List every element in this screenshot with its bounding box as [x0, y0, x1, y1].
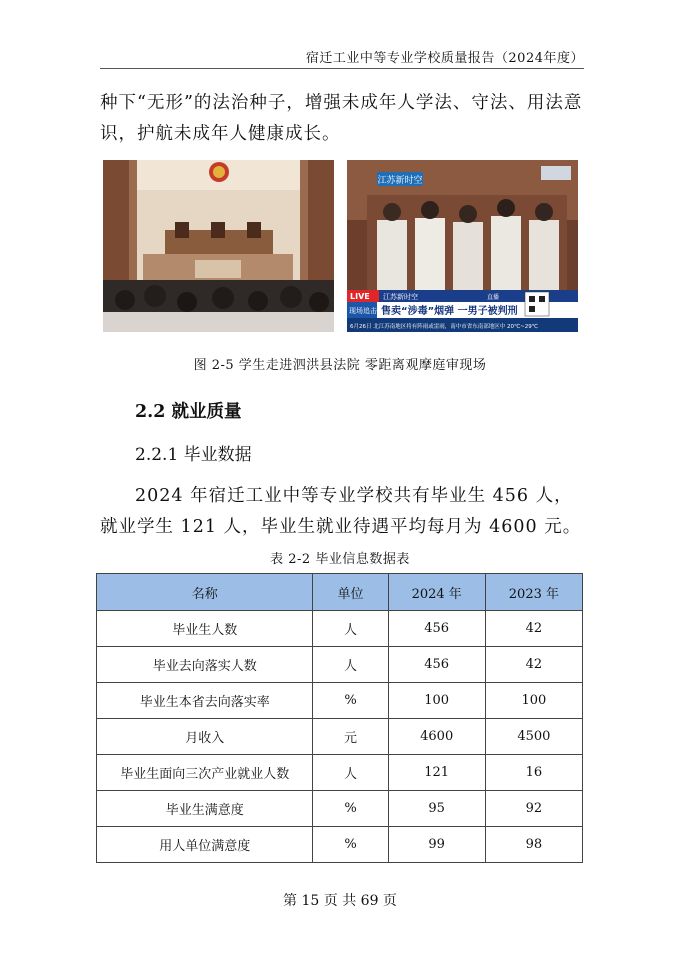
- section-heading: 2.2 就业质量: [135, 402, 242, 422]
- header-2023: 2023 年: [485, 574, 582, 611]
- cell-unit: %: [313, 827, 388, 863]
- table-row: [97, 647, 583, 683]
- figure-photos: [103, 160, 578, 332]
- table-row: [97, 611, 583, 647]
- cell-2023: 4500: [485, 719, 582, 755]
- header-unit: 单位: [313, 574, 388, 611]
- table-title: 表 2-2 毕业信息数据表: [270, 552, 410, 567]
- cell-2023: 16: [485, 755, 582, 791]
- header-divider: [100, 68, 584, 69]
- cell-2024: 456: [388, 647, 485, 683]
- cell-unit: 元: [313, 719, 388, 755]
- cell-name: 毕业生满意度: [97, 791, 313, 827]
- header-name: 名称: [97, 574, 313, 611]
- cell-name: 毕业去向落实人数: [97, 647, 313, 683]
- cell-name: 月收入: [97, 719, 313, 755]
- cell-2023: 92: [485, 791, 582, 827]
- cell-2023: 42: [485, 611, 582, 647]
- employment-paragraph: 2024 年宿迁工业中等专业学校共有毕业生 456 人，就业学生 121 人，毕业生就业待遇平均每月为 4600 元。: [100, 486, 582, 537]
- page-footer: 第 15 页 共 69 页: [283, 893, 397, 909]
- tv-logo-text: 江苏新时空: [377, 176, 423, 186]
- table-row: [97, 755, 583, 791]
- live-label: LIVE: [350, 292, 370, 301]
- figure-caption: 图 2-5 学生走进泗洪县法院 零距离观摩庭审现场: [193, 358, 487, 373]
- table-row: [97, 719, 583, 755]
- cell-2024: 99: [388, 827, 485, 863]
- cell-unit: 人: [313, 647, 388, 683]
- cell-unit: %: [313, 791, 388, 827]
- table-row: [97, 683, 583, 719]
- cell-unit: 人: [313, 755, 388, 791]
- corner-tag: 直播: [487, 294, 500, 301]
- cell-2024: 456: [388, 611, 485, 647]
- cell-2023: 42: [485, 647, 582, 683]
- cell-unit: %: [313, 683, 388, 719]
- running-header: 宿迁工业中等专业学校质量报告（2024年度）: [305, 51, 584, 66]
- header-2024: 2024 年: [388, 574, 485, 611]
- cell-2024: 95: [388, 791, 485, 827]
- cell-2023: 100: [485, 683, 582, 719]
- news-headline: 售卖“涉毒”烟弹 一男子被判刑: [381, 306, 518, 317]
- subsection-heading: 2.2.1 毕业数据: [135, 445, 252, 465]
- tv-broadcast-photo: [347, 160, 578, 332]
- live-sub-label: 江苏新时空: [383, 293, 418, 301]
- courtroom-photo: [103, 160, 334, 332]
- cell-name: 毕业生人数: [97, 611, 313, 647]
- cell-2024: 121: [388, 755, 485, 791]
- cell-name: 用人单位满意度: [97, 827, 313, 863]
- news-ticker: 6月26日 北江苏南地区将有阵雨或雷雨，南中市省东南部地区中 20℃~29℃: [350, 324, 538, 330]
- intro-paragraph: 种下“无形”的法治种子，增强未成年人学法、守法、用法意识，护航未成年人健康成长。: [100, 93, 583, 144]
- cell-name: 毕业生本省去向落实率: [97, 683, 313, 719]
- news-tag: 现场追击: [349, 307, 377, 315]
- table-header-row: [97, 574, 583, 611]
- cell-unit: 人: [313, 611, 388, 647]
- table-row: [97, 791, 583, 827]
- cell-2024: 100: [388, 683, 485, 719]
- table-row: [97, 827, 583, 863]
- graduate-data-table: [96, 573, 583, 863]
- cell-name: 毕业生面向三次产业就业人数: [97, 755, 313, 791]
- cell-2023: 98: [485, 827, 582, 863]
- cell-2024: 4600: [388, 719, 485, 755]
